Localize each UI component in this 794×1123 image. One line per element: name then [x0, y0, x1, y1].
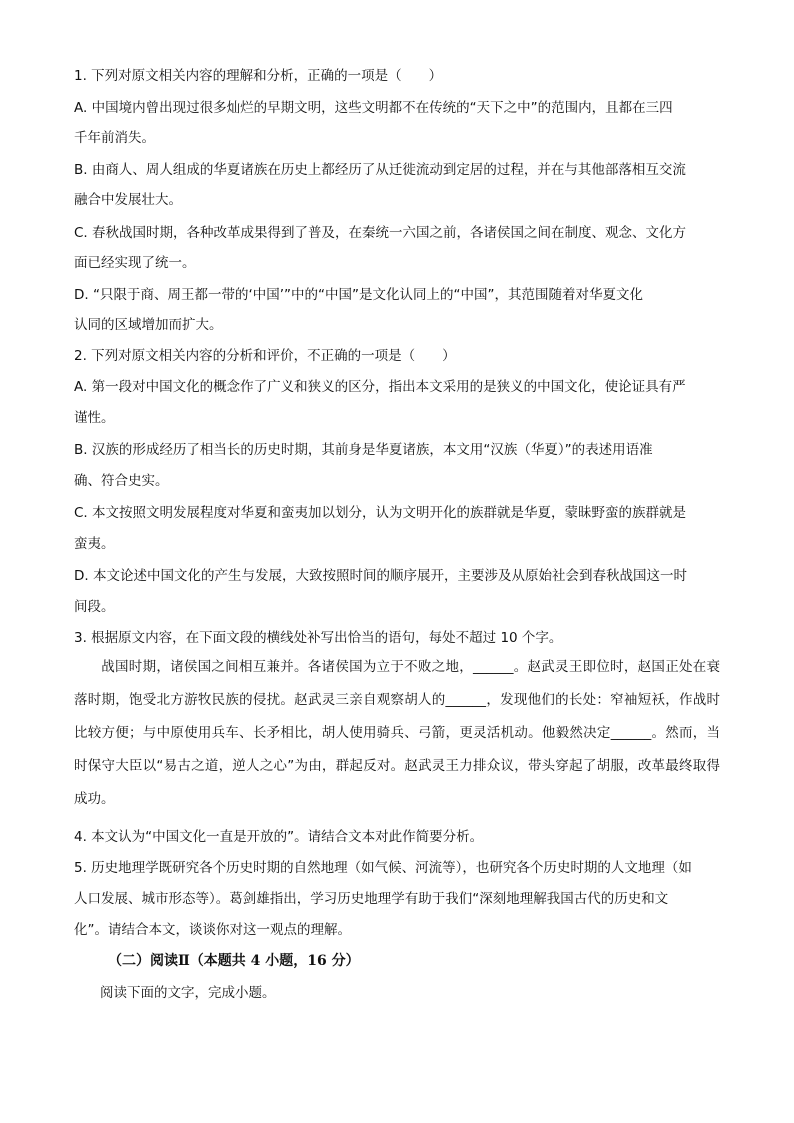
q1-option-b-line1: B. 由商人、周人组成的华夏诸族在历史上都经历了从迁徙流动到定居的过程，并在与其他部落相互交流	[74, 162, 686, 178]
q2-option-c-line1: C. 本文按照文明发展程度对华夏和蛮夷加以划分，认为文明开化的族群就是华夏，蒙昧野蛮的族群就是	[74, 505, 687, 521]
q5-line2: 人口发展、城市形态等）。葛剑雄指出，学习历史地理学有助于我们“深刻地理解我国古代的历史和文	[74, 891, 669, 907]
q2-option-c-line2: 蛮夷。	[74, 536, 115, 552]
q4-stem: 4. 本文认为“中国文化一直是开放的”。请结合文本对此作简要分析。	[74, 829, 484, 845]
q1-option-c-line1: C. 春秋战国时期，各种改革成果得到了普及，在秦统一六国之前，各诸侯国之间在制度、观念、文化方	[74, 225, 687, 241]
q1-stem: 1. 下列对原文相关内容的理解和分析，正确的一项是（ ）	[74, 68, 443, 84]
q5-line3: 化”。请结合本文，谈谈你对这一观点的理解。	[74, 922, 351, 938]
q5-line1: 5. 历史地理学既研究各个历史时期的自然地理（如气候、河流等），也研究各个历史时期的人文地理（如	[74, 860, 692, 876]
q1-option-a-line2: 千年前消失。	[74, 130, 155, 146]
q1-option-b-line2: 融合中发展壮大。	[74, 192, 182, 208]
q2-option-d-line1: D. 本文论述中国文化的产生与发展，大致按照时间的顺序展开，主要涉及从原始社会到春秋战国这一时	[74, 568, 687, 584]
q1-option-d-line1: D. “只限于商、周王都一带的‘中国’”中的“中国”是文化认同上的“中国”，其范围随着对华夏文化	[74, 287, 644, 303]
q2-option-b-line1: B. 汉族的形成经历了相当长的历史时期，其前身是华夏诸族，本文用“汉族（华夏）”的表述用语准	[74, 442, 653, 458]
q1-option-c-line2: 面已经实现了统一。	[74, 255, 196, 271]
q3-stem: 3. 根据原文内容，在下面文段的横线处补写出恰当的语句，每处不超过 10 个字。	[74, 630, 563, 646]
q2-option-a-line1: A. 第一段对中国文化的概念作了广义和狭义的区分，指出本文采用的是狭义的中国文化，使论证具有严	[74, 379, 686, 395]
q2-option-b-line2: 确、符合史实。	[74, 473, 169, 489]
section-instruction: 阅读下面的文字，完成小题。	[100, 985, 276, 1001]
q3-passage-text: 战国时期，诸侯国之间相互兼并。各诸侯国为立于不败之地，______。赵武灵王即位时，赵国正处在衰落时期，饱受北方游牧民族的侵扰。赵武灵三亲自观察胡人的______，发现他们的长处：窄袖短袄，作战时比较方便；与中原使用兵车、长矛相比，胡人使用骑兵、弓箭，更灵活机动。他毅然决定______。然而，当时保守大臣以“易古之道，逆人之心”为由，群起反对。赵武灵王力排众议，带头穿起了胡服，改革最终取得成功。	[74, 659, 720, 807]
q2-option-d-line2: 间段。	[74, 599, 115, 615]
section-title: （二）阅读Ⅱ（本题共 4 小题，16 分）	[108, 953, 360, 969]
q1-option-a-line1: A. 中国境内曾出现过很多灿烂的早期文明，这些文明都不在传统的“天下之中”的范围内，且都在三四	[74, 100, 673, 116]
q2-option-a-line2: 谨性。	[74, 410, 115, 426]
q2-stem: 2. 下列对原文相关内容的分析和评价，不正确的一项是（ ）	[74, 348, 456, 364]
q1-option-d-line2: 认同的区域增加而扩大。	[74, 317, 223, 333]
q3-passage	[74, 651, 720, 816]
